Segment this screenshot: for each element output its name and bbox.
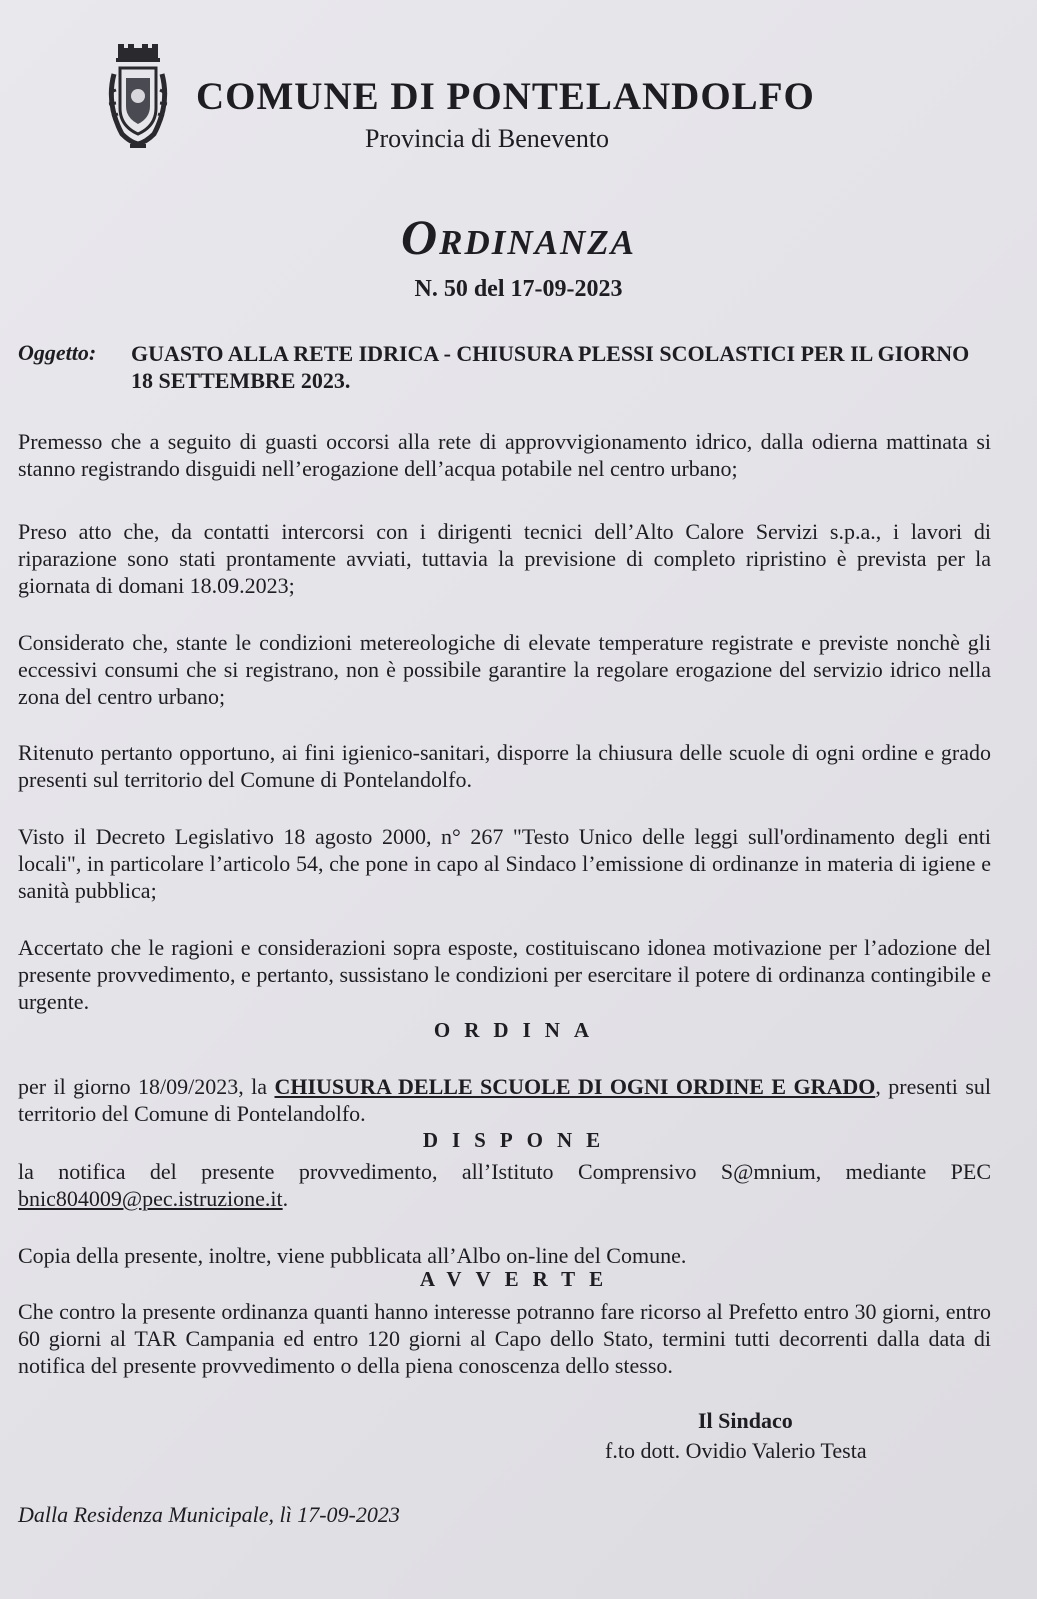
ordina-text-before: per il giorno 18/09/2023, la xyxy=(18,1074,275,1099)
paragraph-considerato: Considerato che, stante le condizioni metereologiche di elevate temperature registrate e previste nonchè gli eccessivi consumi che si registrano, non è possibile garantire la regolare erogazione del servizio idrico nella zona del centro urbano; xyxy=(18,630,991,709)
signature-name: f.to dott. Ovidio Valerio Testa xyxy=(605,1438,867,1463)
pec-email-link[interactable]: bnic804009@pec.istruzione.it xyxy=(18,1186,283,1211)
paragraph-visto: Visto il Decreto Legislativo 18 agosto 2000, n° 267 "Testo Unico delle leggi sull'ordinamento degli enti locali", in particolare l’articolo 54, che pone in capo al Sindaco l’emissione di ordinanze in materia di igiene e sanità pubblica; xyxy=(18,824,991,903)
comune-title: COMUNE DI PONTELANDOLFO xyxy=(196,75,815,118)
dispone-heading: DISPONE xyxy=(422,1128,615,1152)
paragraph-ordina xyxy=(18,1073,991,1127)
paragraph-premesso: Premesso che a seguito di guasti occorsi alla rete di approvvigionamento idrico, dalla odierna mattinata si stanno registrando disguidi nell’erogazione dell’acqua potabile nel centro urbano; xyxy=(18,429,991,481)
paragraph-preso-atto: Preso atto che, da contatti intercorsi con i dirigenti tecnici dell’Alto Calore Servizi s.p.a., i lavori di riparazione sono stati prontamente avviati, tuttavia la previsione di completo ripristino è prevista per la giornata di domani 18.09.2023; xyxy=(18,519,991,598)
ordina-heading: ORDINA xyxy=(433,1018,604,1042)
footer-date: Dalla Residenza Municipale, lì 17-09-2023 xyxy=(18,1502,400,1527)
paragraph-accertato: Accertato che le ragioni e considerazioni sopra esposte, costituiscano idonea motivazione per l’adozione del presente provvedimento, e pertanto, sussistano le condizioni per esercitare il potere di ordinanza contingibile e urgente. xyxy=(18,935,991,1014)
signature-title: Il Sindaco xyxy=(698,1408,793,1433)
paragraph-dispone xyxy=(18,1158,991,1212)
municipal-crest-icon xyxy=(104,42,172,152)
dispone-text-after: . xyxy=(282,1186,289,1211)
ordina-emphasis: CHIUSURA DELLE SCUOLE DI OGNI ORDINE E GRADO xyxy=(274,1074,876,1099)
avverte-heading: AVVERTE xyxy=(419,1267,618,1291)
paragraph-ritenuto: Ritenuto pertanto opportuno, ai fini igienico-sanitari, disporre la chiusura delle scuole di ogni ordine e grado presenti sul territorio del Comune di Pontelandolfo. xyxy=(18,740,991,792)
subject-text: GUASTO ALLA RETE IDRICA - CHIUSURA PLESSI SCOLASTICI PER IL GIORNO 18 SETTEMBRE 2023. xyxy=(131,341,970,393)
paragraph-avverte: Che contro la presente ordinanza quanti hanno interesse potranno fare ricorso al Prefetto entro 30 giorni, entro 60 giorni al TAR Campania ed entro 120 giorni al Capo dello Stato, termini tutti decorrenti dalla data di notifica del presente provvedimento o della piena conoscenza dello stesso. xyxy=(18,1299,991,1378)
dispone-text-before: la notifica del presente provvedimento, all’Istituto Comprensivo S@mnium, mediante PEC xyxy=(18,1159,991,1184)
document-title: Ordinanza xyxy=(401,209,636,265)
ordina-text-after: , presenti sul territorio del Comune di Pontelandolfo. xyxy=(18,1074,991,1126)
paragraph-copia: Copia della presente, inoltre, viene pubblicata all’Albo on-line del Comune. xyxy=(18,1243,687,1268)
subject-label: Oggetto: xyxy=(18,340,97,365)
provincia-subtitle: Provincia di Benevento xyxy=(365,124,610,153)
ordinance-number: N. 50 del 17-09-2023 xyxy=(414,276,623,302)
